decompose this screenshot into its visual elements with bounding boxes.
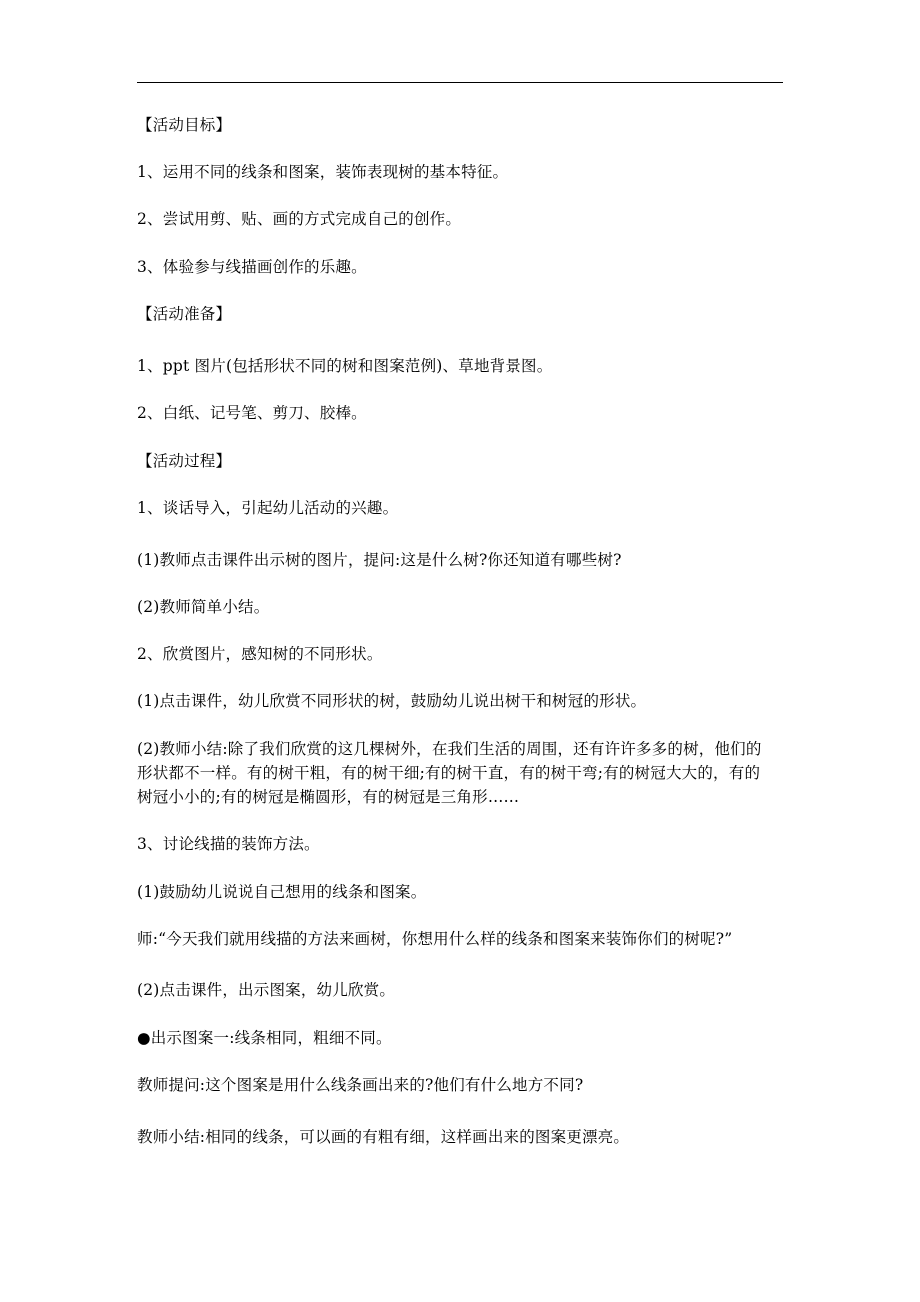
header-rule — [137, 82, 783, 83]
process-step-1-sub-1: (1)教师点击课件出示树的图片，提问:这是什么树?你还知道有哪些树? — [137, 551, 622, 569]
teacher-question: 教师提问:这个图案是用什么线条画出来的?他们有什么地方不同? — [137, 1076, 584, 1094]
process-step-1-sub-2: (2)教师简单小结。 — [137, 598, 270, 616]
goal-item-3: 3、体验参与线描画创作的乐趣。 — [137, 258, 367, 276]
preparation-item-1: 1、ppt 图片(包括形状不同的树和图案范例)、草地背景图。 — [137, 357, 553, 375]
process-step-3: 3、讨论线描的装饰方法。 — [137, 835, 320, 853]
goal-item-1: 1、运用不同的线条和图案，装饰表现树的基本特征。 — [137, 163, 509, 181]
teacher-summary: 教师小结:相同的线条，可以画的有粗有细，这样画出来的图案更漂亮。 — [137, 1128, 630, 1146]
process-step-2-sub-2-line-2: 形状都不一样。有的树干粗，有的树干细;有的树干直，有的树干弯;有的树冠大大的，有的 — [137, 764, 761, 782]
process-step-2-sub-2-line-1: (2)教师小结:除了我们欣赏的这几棵树外，在我们生活的周围，还有许许多多的树，他们的 — [137, 740, 762, 758]
process-step-2-sub-1: (1)点击课件，幼儿欣赏不同形状的树，鼓励幼儿说出树干和树冠的形状。 — [137, 692, 647, 710]
section-heading-process: 【活动过程】 — [137, 452, 232, 470]
pattern-one-bullet: ●出示图案一:线条相同，粗细不同。 — [137, 1029, 392, 1047]
goal-item-2: 2、尝试用剪、贴、画的方式完成自己的创作。 — [137, 210, 462, 228]
section-heading-preparation: 【活动准备】 — [137, 305, 232, 323]
process-step-2: 2、欣赏图片，感知树的不同形状。 — [137, 645, 383, 663]
teacher-quote: 师:“今天我们就用线描的方法来画树，你想用什么样的线条和图案来装饰你们的树呢?” — [137, 930, 733, 948]
process-step-1: 1、谈话导入，引起幼儿活动的兴趣。 — [137, 499, 399, 517]
process-step-2-sub-2-line-3: 树冠小小的;有的树冠是椭圆形，有的树冠是三角形…… — [137, 788, 520, 806]
section-heading-goals: 【活动目标】 — [137, 116, 232, 134]
preparation-item-2: 2、白纸、记号笔、剪刀、胶棒。 — [137, 404, 367, 422]
process-step-3-sub-2: (2)点击课件，出示图案，幼儿欣赏。 — [137, 981, 396, 999]
process-step-3-sub-1: (1)鼓励幼儿说说自己想用的线条和图案。 — [137, 883, 427, 901]
